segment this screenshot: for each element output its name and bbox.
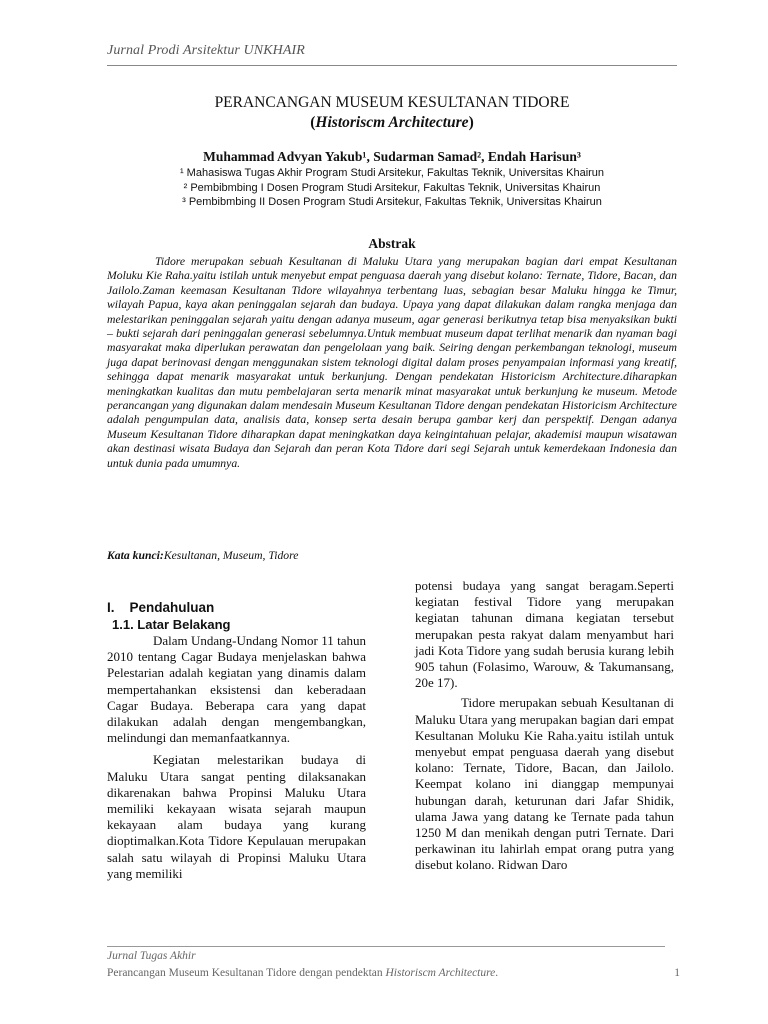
header-divider bbox=[107, 65, 677, 66]
right-paragraph-1: potensi budaya yang sangat beragam.Seperti kegiatan festival Tidore yang merupakan kegiatan tahunan dimana kegiatan tersebut merupakan pesta rakyat dalam menyambut hari jadi Kota Tidore yang sudah berusia kurang lebih 905 tahun (Folasimo, Warouw, & Takumansang, 20e 17). bbox=[415, 578, 674, 691]
paper-title: PERANCANGAN MUSEUM KESULTANAN TIDORE bbox=[214, 94, 570, 111]
abstract-heading: Abstrak bbox=[368, 236, 416, 251]
running-header-journal: Jurnal Prodi Arsitektur UNKHAIR bbox=[107, 43, 305, 58]
page-number: 1 bbox=[674, 967, 680, 979]
footer-divider bbox=[107, 946, 665, 947]
affiliation-3: ³ Pembibmbing II Dosen Program Studi Arsitekur, Fakultas Teknik, Universitas Khairun bbox=[182, 196, 602, 208]
footer-title-italic: Historiscm Architecture bbox=[385, 967, 496, 979]
abstract-text: Tidore merupakan sebuah Kesultanan di Maluku Utara yang merupakan bagian dari empat Kesultanan Moluku Kie Raha.yaitu istilah untuk menyebut empat penguasa daerah yang disebut kolano: Ternate, Tidore, Bacan, dan Jailolo.Zaman keemasan Kesultanan Tidore wilayahnya terbentang luas, sebagian besar Maluku hingga ke Timur, wilayah Papua, kaya akan peninggalan sejarah dan budaya. Upaya yang dapat dilakukan dalam rangka menjaga dan melestarikan peninggalan sejarah yaitu dengan adanya museum, agar generasi berikutnya tetap bisa menyaksikan bukti – bukti sejarah dari peninggalan generasi sebelumnya.Untuk membuat museum dapat terlihat menarik dan nyaman bagi masyarakat maka diperlukan perawatan dan pengelolaan yang baik. Seiring dengan perkembangan teknologi, museum juga dapat berinovasi dengan menggunakan sistem teknologi digital dalam proses penyampaian informasi yang kreatif, sehingga dapat menarik masyarakat untuk berkunjung. Dengan pendekatan Historicism Architecture.diharapkan meningkatkan kualitas dan mutu pembelajaran serta menarik minat masyarakat untuk berkunjung ke museum. Metode perancangan yang digunakan dalam mendesain Museum Kesultanan Tidore dengan pendekatan Historicism Architecture adalah pengumpulan data, analisis data, konsep serta desain berupa gambar kerj dan perspektif. Dengan adanya Museum Kesultanan Tidore diharapkan dapat meningkatkan daya keingintahuan pelajar, akademisi maupun wisatawan akan destinasi wisata Budaya dan Sejarah dan peran Kota Tidore dari segi Sejarah untuk kemerdekaan Indonesia dan untuk dunia pada umumnya. bbox=[107, 255, 677, 470]
subtitle-text: Historiscm Architecture bbox=[315, 114, 469, 131]
keywords-label: Kata kunci: bbox=[107, 549, 164, 562]
footer-title-suffix: . bbox=[495, 967, 499, 979]
footer-paper-title bbox=[107, 967, 498, 979]
left-column bbox=[107, 600, 366, 882]
affiliation-list bbox=[107, 166, 677, 210]
paper-title-block bbox=[107, 93, 677, 133]
abstract-body bbox=[107, 255, 677, 471]
footer-journal: Jurnal Tugas Akhir bbox=[107, 950, 196, 962]
affiliation-1: ¹ Mahasiswa Tugas Akhir Program Studi Arsitekur, Fakultas Teknik, Universitas Khairun bbox=[179, 167, 605, 179]
subsection-heading: 1.1. Latar Belakang bbox=[112, 617, 231, 632]
footer-title-prefix: Perancangan Museum Kesultanan Tidore dengan pendektan bbox=[107, 967, 386, 979]
affiliation-2: ² Pembibmbing I Dosen Program Studi Arsitekur, Fakultas Teknik, Universitas Khairun bbox=[183, 181, 601, 194]
left-paragraph-1: Dalam Undang-Undang Nomor 11 tahun 2010 tentang Cagar Budaya menjelaskan bahwa Pelestarian adalah kegiatan yang dinamis dalam mempertahankan eksistensi dan keberadaan Cagar Budaya. Beberapa cara yang dapat dilakukan adalah dengan mengembangkan, melindungi dan memanfaatkannya. bbox=[107, 633, 366, 746]
section-heading: I. Pendahuluan bbox=[107, 600, 215, 615]
right-column bbox=[415, 578, 674, 874]
right-paragraph-2: Tidore merupakan sebuah Kesultanan di Maluku Utara yang merupakan bagian dari empat Kesultanan Moluku Kie Raha.yaitu istilah untuk menyebut empat penguasa daerah yang disebut kolano: Ternate, Tidore, Bacan, dan Jailolo. Keempat kolano ini dianggap mempunyai hubungan darah, keturunan dari Jafar Shidik, ulama Jawa yang datang ke Ternate pada tahun 1250 M dan menikah dengan putri Ternate. Dari perkawinan itu lahirlah empat orang putra yang disebut kolano. Ridwan Daro bbox=[415, 695, 674, 873]
paper-subtitle bbox=[107, 113, 677, 133]
keywords-value: Kesultanan, Museum, Tidore bbox=[163, 549, 299, 562]
left-paragraph-2: Kegiatan melestarikan budaya di Maluku Utara sangat penting dilaksanakan dikarenakan bahwa Propinsi Maluku Utara memiliki kekayaan wisata sejarah maupun kekayaan alam budaya yang kurang dioptimalkan.Kota Tidore Kepulauan merupakan salah satu wilayah di Propinsi Maluku Utara yang memiliki bbox=[107, 752, 366, 881]
subtitle-close-paren: ) bbox=[468, 114, 474, 131]
keywords-line bbox=[107, 549, 677, 562]
subtitle-open-paren: ( bbox=[310, 114, 316, 131]
author-list: Muhammad Advyan Yakub¹, Sudarman Samad², Endah Harisun³ bbox=[203, 149, 581, 164]
